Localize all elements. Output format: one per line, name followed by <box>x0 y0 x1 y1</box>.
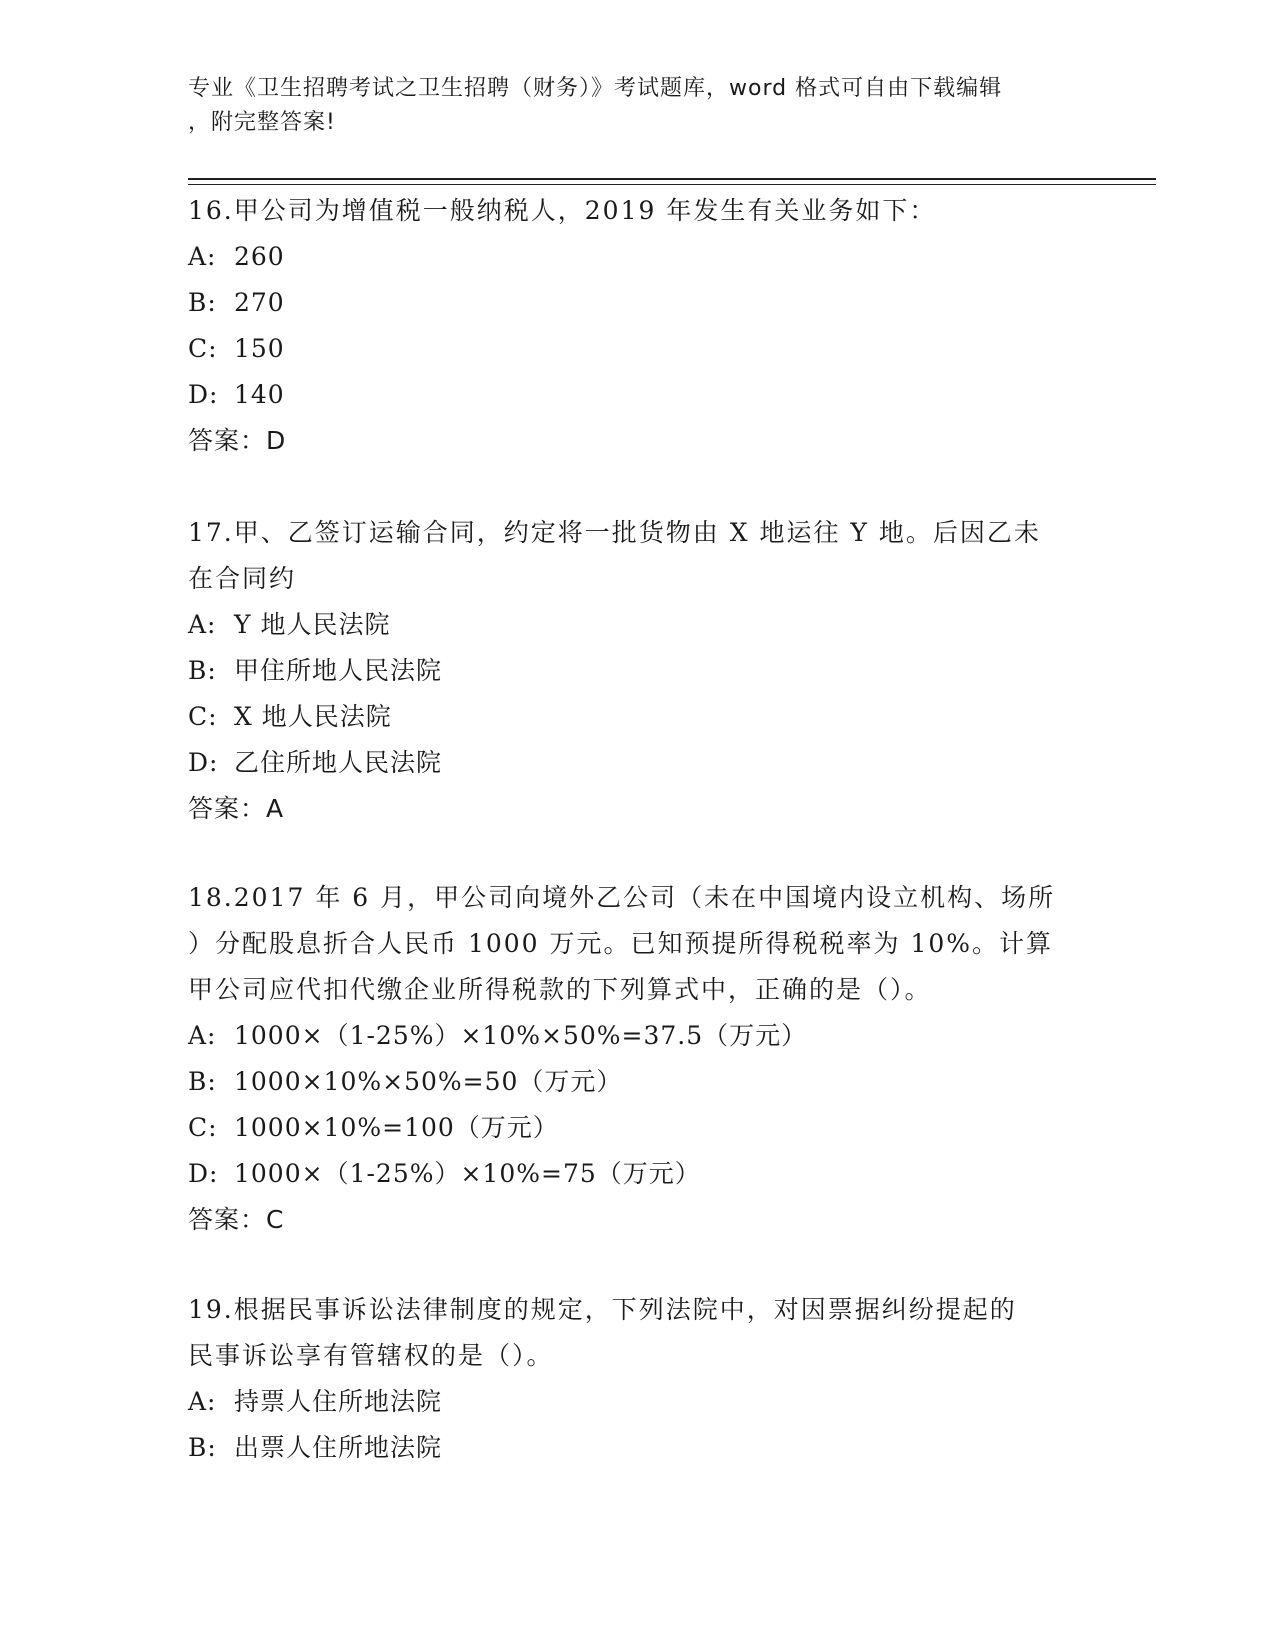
option-key: B: <box>188 1433 217 1462</box>
option-text: Y 地人民法院 <box>234 610 391 639</box>
question-stem-line-2: 在合同约 <box>188 564 297 593</box>
option-key: A: <box>188 1021 217 1050</box>
option-key: B: <box>188 1067 217 1096</box>
option-key: A: <box>188 1387 217 1416</box>
option-key: C: <box>188 1113 218 1142</box>
option-text: X 地人民法院 <box>234 702 392 731</box>
option-text: 150 <box>234 334 285 363</box>
question-16 <box>188 188 1088 464</box>
option-text: 1000×（1-25%）×10%=75（万元） <box>234 1159 701 1188</box>
answer-line: 答案：D <box>188 426 287 455</box>
option-key: D: <box>188 1159 219 1188</box>
question-stem <box>188 1287 1088 1379</box>
option-text: 持票人住所地法院 <box>234 1387 443 1416</box>
option-key: D: <box>188 380 219 409</box>
option-d <box>188 1151 1088 1197</box>
option-key: D: <box>188 748 219 777</box>
option-a <box>188 602 1088 648</box>
option-b <box>188 1425 1088 1471</box>
option-key: B: <box>188 288 217 317</box>
header-line-1: 专业《卫生招聘考试之卫生招聘（财务）》考试题库，word 格式可自由下载编辑 <box>188 76 1003 101</box>
option-c <box>188 694 1088 740</box>
option-text: 1000×10%=100（万元） <box>234 1113 559 1142</box>
question-19 <box>188 1287 1088 1471</box>
option-key: A: <box>188 610 217 639</box>
option-list <box>188 602 1088 786</box>
header-divider-thick <box>188 178 1156 180</box>
option-d <box>188 372 1088 418</box>
question-stem <box>188 875 1088 1013</box>
header-divider-thin <box>188 184 1156 185</box>
option-list <box>188 1379 1088 1471</box>
option-list <box>188 234 1088 418</box>
option-c <box>188 1105 1088 1151</box>
option-text: 140 <box>234 380 285 409</box>
option-a <box>188 1379 1088 1425</box>
document-header <box>188 72 1068 140</box>
question-stem-line-2: 民事诉讼享有管辖权的是（）。 <box>188 1341 554 1370</box>
option-c <box>188 326 1088 372</box>
answer-line: 答案：C <box>188 1205 285 1234</box>
option-text: 270 <box>234 288 285 317</box>
option-text: 1000×10%×50%=50（万元） <box>234 1067 623 1096</box>
question-17 <box>188 510 1088 832</box>
option-key: C: <box>188 702 218 731</box>
question-stem-line-1: 19.根据民事诉讼法律制度的规定，下列法院中，对因票据纠纷提起的 <box>188 1295 1017 1324</box>
option-d <box>188 740 1088 786</box>
option-text: 乙住所地人民法院 <box>234 748 443 777</box>
option-key: A: <box>188 242 217 271</box>
answer-line: 答案：A <box>188 794 285 823</box>
header-line-2: ，附完整答案! <box>188 110 336 135</box>
option-key: C: <box>188 334 218 363</box>
option-list <box>188 1013 1088 1197</box>
option-b <box>188 648 1088 694</box>
option-a <box>188 1013 1088 1059</box>
question-stem-line-3: 甲公司应代扣代缴企业所得税款的下列算式中，正确的是（）。 <box>188 975 932 1004</box>
option-b <box>188 280 1088 326</box>
question-18 <box>188 875 1088 1243</box>
question-stem: 16.甲公司为增值税一般纳税人，2019 年发生有关业务如下： <box>188 196 937 225</box>
question-stem-line-1: 17.甲、乙签订运输合同，约定将一批货物由 X 地运往 Y 地。后因乙未 <box>188 518 1041 547</box>
question-stem <box>188 510 1088 602</box>
option-b <box>188 1059 1088 1105</box>
option-text: 出票人住所地法院 <box>234 1433 443 1462</box>
option-text: 1000×（1-25%）×10%×50%=37.5（万元） <box>234 1021 808 1050</box>
question-stem-line-1: 18.2017 年 6 月，甲公司向境外乙公司（未在中国境内设立机构、场所 <box>188 883 1056 912</box>
option-a <box>188 234 1088 280</box>
option-text: 260 <box>234 242 285 271</box>
option-text: 甲住所地人民法院 <box>234 656 443 685</box>
option-key: B: <box>188 656 217 685</box>
question-stem-line-2: ）分配股息折合人民币 1000 万元。已知预提所得税税率为 10%。计算 <box>188 929 1054 958</box>
